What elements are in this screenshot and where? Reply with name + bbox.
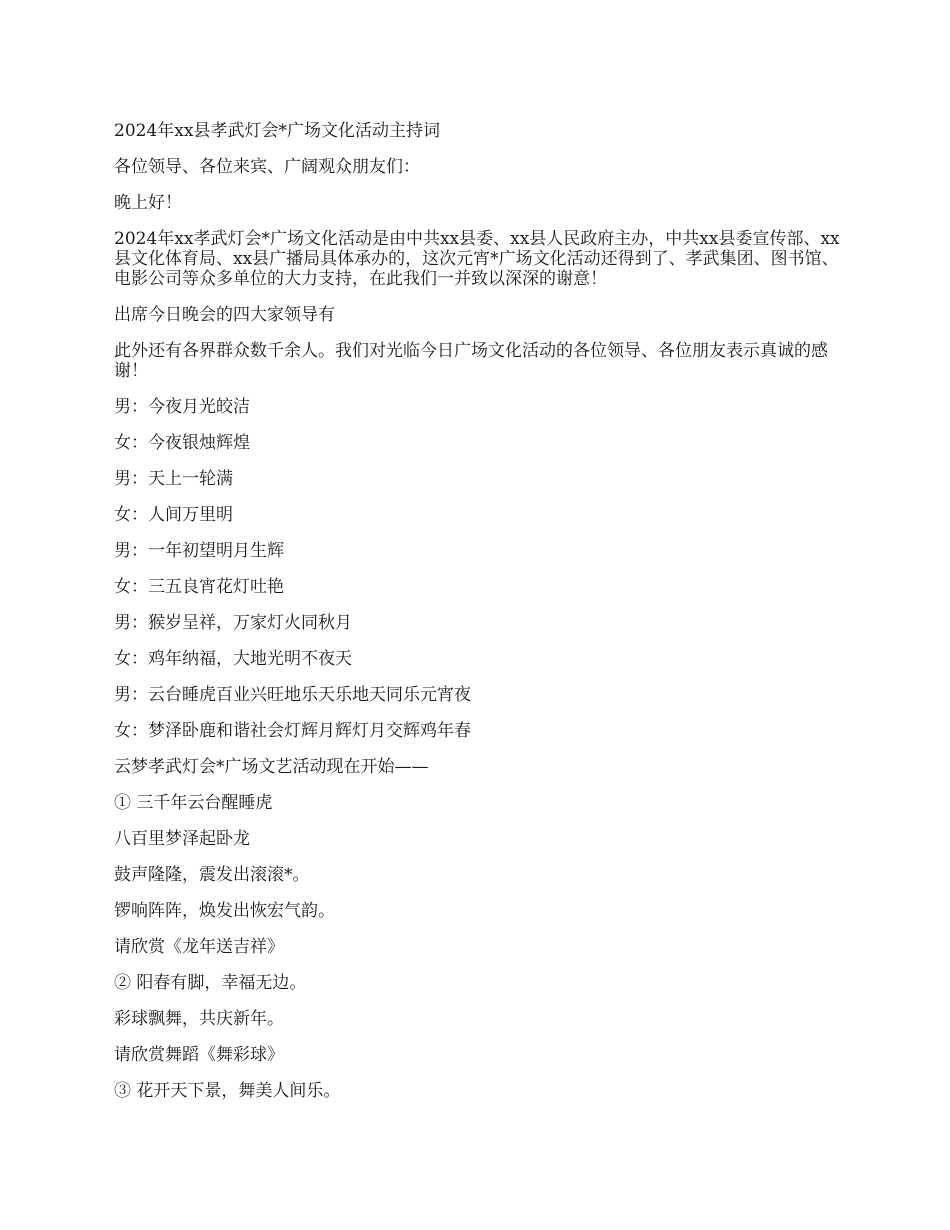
program-line: 请欣赏《龙年送吉祥》 <box>114 937 284 957</box>
paragraph-intro: 2024年xx孝武灯会*广场文化活动是由中共xx县委、xx县人民政府主办，中共xx县委宣传部、xx县文化体育局、xx县广播局具体承办的，这次元宵*广场文化活动还得到了、孝武集团、图书馆、电影公司等众多单位的大力支持，在此我们一并致以深深的谢意！ <box>114 229 840 289</box>
dialogue-line: 女：鸡年纳福，大地光明不夜天 <box>114 649 352 669</box>
dialogue-line: 女：人间万里明 <box>114 505 233 525</box>
paragraph: 云梦孝武灯会*广场文艺活动现在开始—— <box>114 757 429 777</box>
document-title: 2024年xx县孝武灯会*广场文化活动主持词 <box>114 121 440 141</box>
program-line: 锣响阵阵，焕发出恢宏气韵。 <box>114 901 335 921</box>
program-line: ② 阳春有脚，幸福无边。 <box>114 973 307 993</box>
dialogue-line: 男：猴岁呈祥，万家灯火同秋月 <box>114 613 352 633</box>
paragraph: 此外还有各界群众数千余人。我们对光临今日广场文化活动的各位领导、各位朋友表示真诚的感谢！ <box>114 341 828 381</box>
program-line: ① 三千年云台醒睡虎 <box>114 793 273 813</box>
dialogue-line: 女：梦泽卧鹿和谐社会灯辉月辉灯月交辉鸡年春 <box>114 721 471 741</box>
dialogue-line: 男：天上一轮满 <box>114 469 233 489</box>
paragraph: 晚上好！ <box>114 193 182 213</box>
dialogue-line: 女：今夜银烛辉煌 <box>114 433 250 453</box>
document-page <box>114 121 844 1117</box>
dialogue-line: 男：今夜月光皎洁 <box>114 397 250 417</box>
program-line: 八百里梦泽起卧龙 <box>114 829 250 849</box>
paragraph-greeting: 各位领导、各位来宾、广阔观众朋友们： <box>114 157 420 177</box>
program-line: 鼓声隆隆，震发出滚滚*。 <box>114 865 310 885</box>
program-line: 请欣赏舞蹈《舞彩球》 <box>114 1045 284 1065</box>
program-line: 彩球飘舞，共庆新年。 <box>114 1009 284 1029</box>
program-line: ③ 花开天下景，舞美人间乐。 <box>114 1081 341 1101</box>
paragraph: 出席今日晚会的四大家领导有 <box>114 305 335 325</box>
dialogue-line: 女：三五良宵花灯吐艳 <box>114 577 284 597</box>
dialogue-line: 男：一年初望明月生辉 <box>114 541 284 561</box>
dialogue-line: 男：云台睡虎百业兴旺地乐天乐地天同乐元宵夜 <box>114 685 471 705</box>
